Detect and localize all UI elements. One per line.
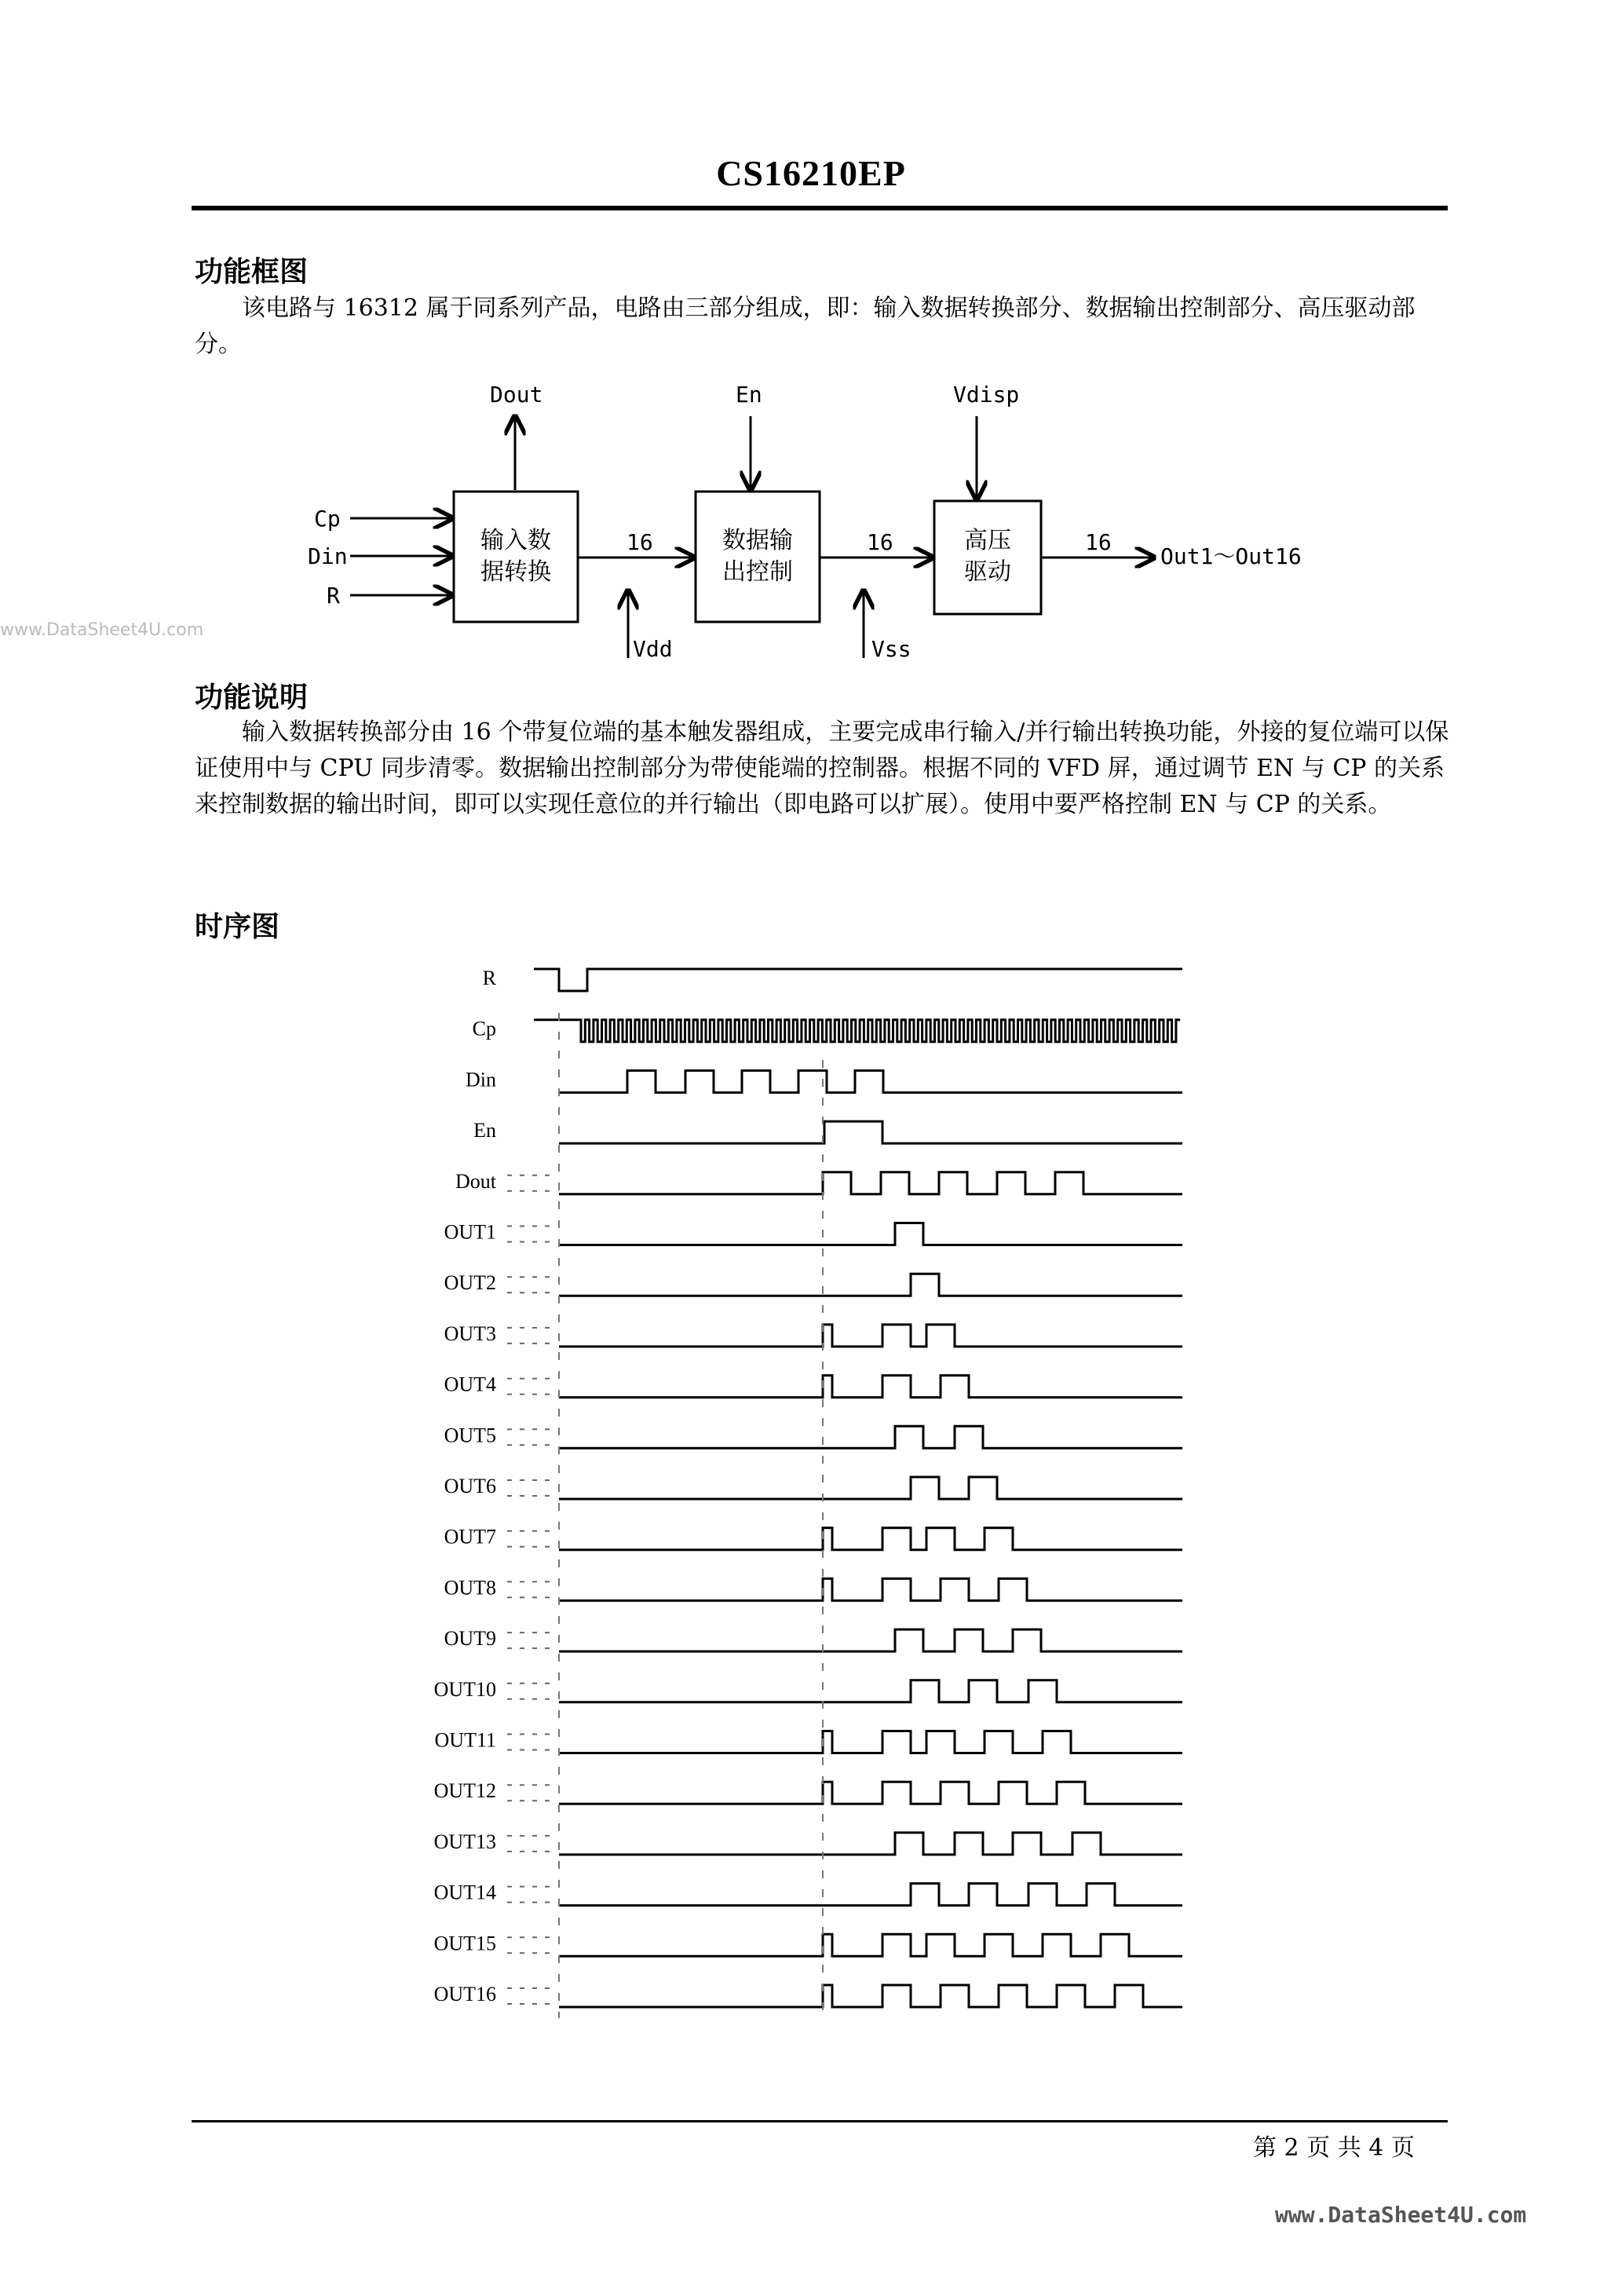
out9-waveform <box>559 1629 1182 1651</box>
dout-waveform <box>559 1172 1182 1194</box>
section-heading-block-diagram: 功能框图 <box>195 256 309 288</box>
section-paragraph-intro <box>195 291 1451 363</box>
watermark-right: www.DataSheet4U.com <box>1275 2202 1527 2228</box>
timing-label-out3: OUT3 <box>444 1322 496 1345</box>
timing-label-out5: OUT5 <box>444 1424 496 1447</box>
label-cp: Cp <box>314 506 341 532</box>
bus-label-3: 16 <box>1085 529 1112 555</box>
out14-waveform <box>559 1884 1182 1906</box>
out5-waveform <box>559 1426 1182 1448</box>
out15-waveform <box>559 1934 1182 1956</box>
out10-waveform <box>559 1680 1182 1702</box>
block-output-control <box>696 492 820 622</box>
block2-line2: 出控制 <box>722 558 793 586</box>
header-rule <box>192 206 1448 210</box>
block-hv-driver <box>934 501 1041 614</box>
block1-line1: 输入数 <box>480 527 551 554</box>
out1-waveform <box>559 1223 1182 1245</box>
section-heading-function-desc: 功能说明 <box>195 682 309 714</box>
label-r: R <box>327 583 340 609</box>
block3-line1: 高压 <box>964 527 1011 554</box>
timing-label-cp: Cp <box>472 1017 496 1040</box>
timing-label-din: Din <box>466 1068 496 1091</box>
block2-line1: 数据输 <box>722 527 793 554</box>
timing-label-out8: OUT8 <box>444 1576 496 1600</box>
out2-waveform <box>559 1274 1182 1296</box>
out8-waveform <box>559 1578 1182 1600</box>
en-waveform <box>559 1121 1182 1143</box>
intro-text: 该电路与 16312 属于同系列产品，电路由三部分组成，即：输入数据转换部分、数据输出控制部分、高压驱动部分。 <box>195 294 1416 358</box>
out11-waveform <box>559 1731 1182 1753</box>
label-output: Out1～Out16 <box>1160 543 1302 569</box>
label-vss: Vss <box>871 636 911 662</box>
label-en: En <box>736 382 762 408</box>
out16-waveform <box>559 1985 1182 2007</box>
timing-label-out13: OUT13 <box>433 1830 496 1853</box>
section-paragraph-function <box>195 715 1451 823</box>
timing-label-out14: OUT14 <box>433 1881 496 1904</box>
out13-waveform <box>559 1833 1182 1855</box>
out6-waveform <box>559 1477 1182 1499</box>
label-din: Din <box>308 543 348 569</box>
timing-label-out15: OUT15 <box>433 1932 496 1955</box>
block3-line2: 驱动 <box>964 558 1011 586</box>
r-waveform <box>534 969 1182 991</box>
timing-label-out12: OUT12 <box>433 1779 496 1803</box>
timing-label-out7: OUT7 <box>444 1525 496 1548</box>
document-title: CS16210EP <box>716 153 906 193</box>
timing-label-out4: OUT4 <box>444 1373 496 1396</box>
bus-label-2: 16 <box>867 529 893 555</box>
timing-label-r: R <box>482 967 496 989</box>
out12-waveform <box>559 1782 1182 1804</box>
timing-label-out6: OUT6 <box>444 1475 496 1497</box>
label-dout: Dout <box>490 382 543 408</box>
timing-label-out9: OUT9 <box>444 1627 496 1651</box>
label-vdisp: Vdisp <box>953 382 1020 408</box>
timing-label-out10: OUT10 <box>433 1677 496 1701</box>
cp-waveform <box>534 1020 1180 1042</box>
label-vdd: Vdd <box>633 636 673 662</box>
block1-line2: 据转换 <box>480 558 551 586</box>
timing-label-dout: Dout <box>455 1169 496 1193</box>
block-input-converter <box>454 492 578 622</box>
timing-label-out2: OUT2 <box>444 1271 496 1295</box>
watermark-left: www.DataSheet4U.com <box>0 620 204 640</box>
bus-label-1: 16 <box>627 529 653 555</box>
page-number: 第 2 页 共 4 页 <box>1253 2134 1415 2162</box>
section-heading-timing: 时序图 <box>195 911 280 943</box>
timing-label-en: En <box>473 1119 496 1143</box>
timing-label-out16: OUT16 <box>433 1983 496 2005</box>
timing-label-out11: OUT11 <box>434 1728 496 1752</box>
out3-waveform <box>559 1325 1182 1347</box>
function-text: 输入数据转换部分由 16 个带复位端的基本触发器组成，主要完成串行输入/并行输出转换功能，外接的复位端可以保证使用中与 CPU 同步清零。数据输出控制部分为带使能端的控制器。根据不同的 VFD 屏，通过调节 EN 与 CP 的关系来控制数据的输出时间，即可以实现任意位的并行输出（即电路可以扩展）。使用中要严格控制 EN 与 CP 的关系。 <box>195 718 1449 818</box>
out4-waveform <box>559 1376 1182 1398</box>
timing-label-out1: OUT1 <box>444 1220 496 1244</box>
out7-waveform <box>559 1528 1182 1550</box>
din-waveform <box>559 1070 1182 1092</box>
footer-rule <box>192 2120 1448 2122</box>
